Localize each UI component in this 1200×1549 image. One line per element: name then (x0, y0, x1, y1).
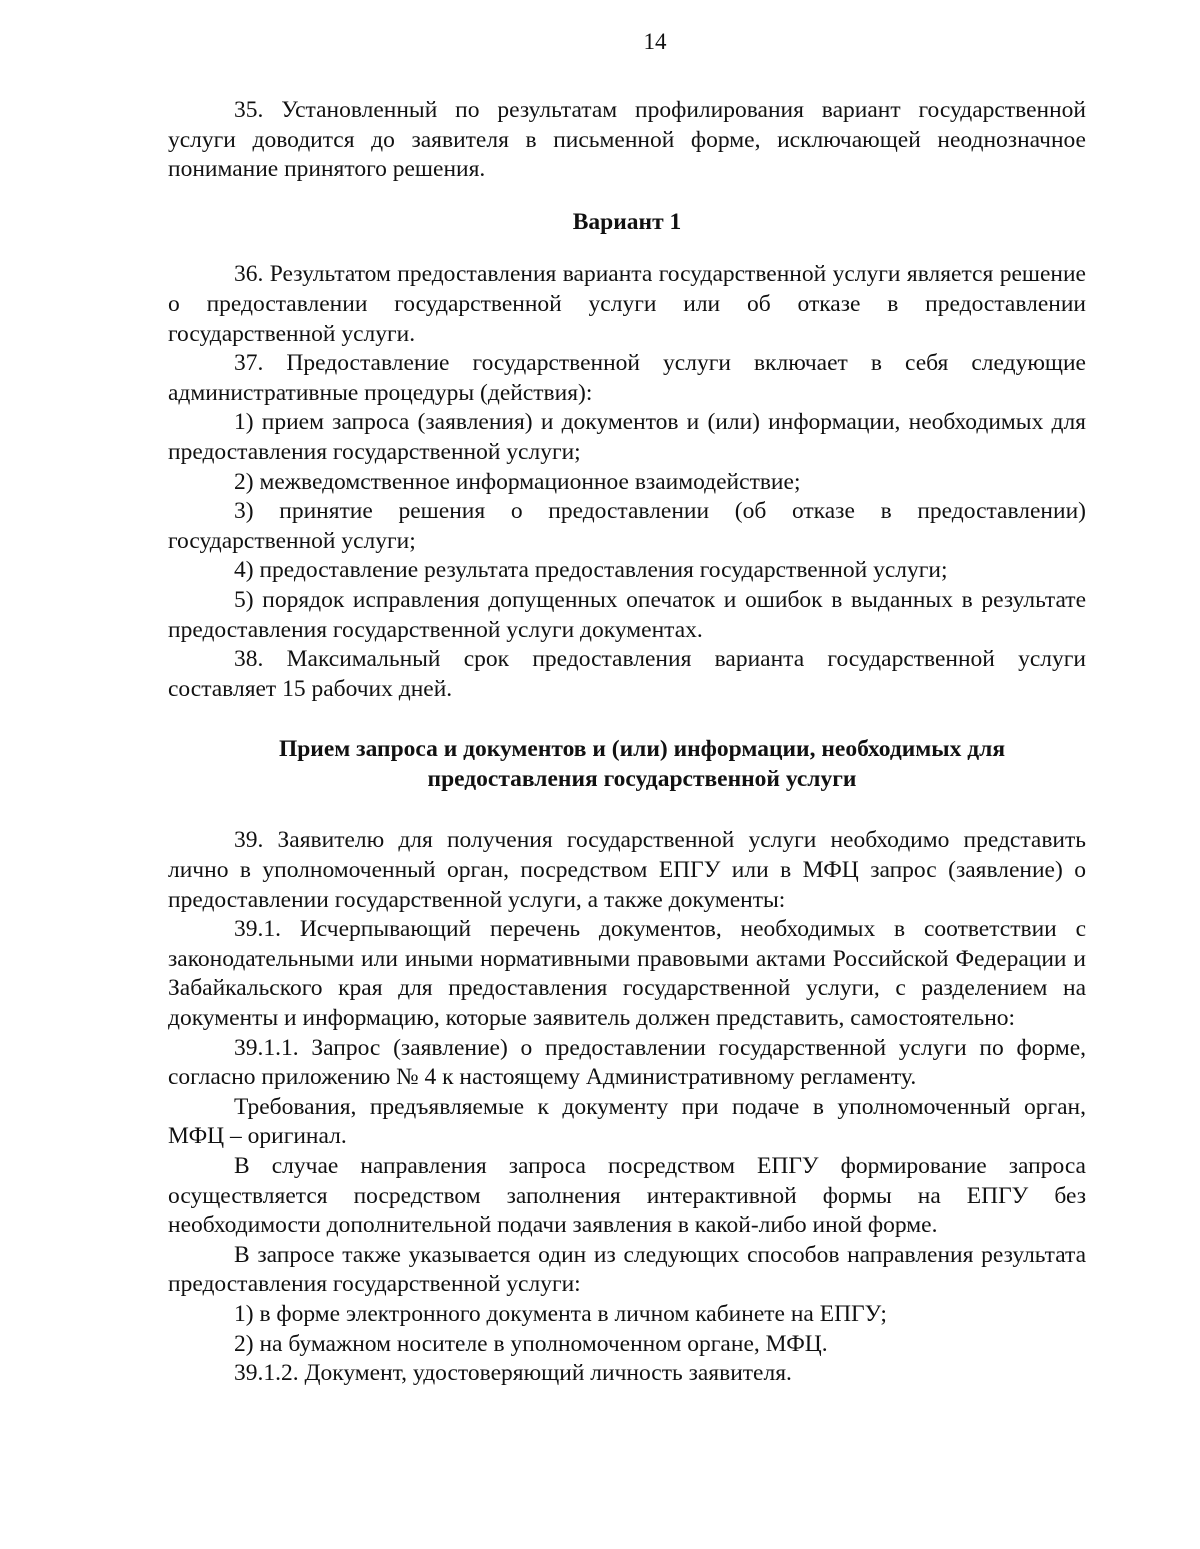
paragraph-39-1-1: 39.1.1. Запрос (заявление) о предоставлении государственной услуги по форме, согласно приложению № 4 к настоящему Административному регламенту. (168, 1034, 1086, 1091)
paragraph-result-methods: В запросе также указывается один из следующих способов направления результата предоставления государственной услуги: (168, 1241, 1086, 1298)
heading-request-acceptance: Прием запроса и документов и (или) информации, необходимых для предоставления государственной услуги (278, 736, 1006, 792)
heading-variant-1: Вариант 1 (572, 208, 682, 235)
page-number: 14 (643, 29, 667, 54)
paragraph-epgu-request: В случае направления запроса посредством ЕПГУ формирование запроса осуществляется посредством заполнения интерактивной формы на ЕПГУ без необходимости дополнительной подачи заявления в какой-либо иной форме. (168, 1153, 1086, 1239)
paragraph-requirements: Требования, предъявляемые к документу при подаче в уполномоченный орган, МФЦ – оригинал. (168, 1093, 1086, 1150)
result-method-2: 2) на бумажном носителе в уполномоченном органе, МФЦ. (234, 1330, 828, 1357)
list-item-1: 1) прием запроса (заявления) и документов и (или) информации, необходимых для предоставления государственной услуги; (168, 409, 1086, 465)
paragraph-39-1-2: 39.1.2. Документ, удостоверяющий личность заявителя. (234, 1360, 792, 1387)
paragraph-39-1: 39.1. Исчерпывающий перечень документов, необходимых в соответствии с законодательными или иными нормативными правовыми актами Российской Федерации и Забайкальского края для предоставления государственной услуги, с разделением на документы и информацию, которые заявитель должен представить, самостоятельно: (168, 916, 1086, 1032)
result-method-1: 1) в форме электронного документа в личном кабинете на ЕПГУ; (234, 1300, 887, 1327)
list-item-4: 4) предоставление результата предоставления государственной услуги; (234, 557, 948, 584)
paragraph-38: 38. Максимальный срок предоставления варианта государственной услуги составляет 15 рабочих дней. (168, 646, 1086, 702)
document-body (168, 96, 1086, 1389)
paragraph-37: 37. Предоставление государственной услуги включает в себя следующие административные процедуры (действия): (168, 350, 1086, 406)
list-item-3: 3) принятие решения о предоставлении (об отказе в предоставлении) государственной услуги; (168, 498, 1086, 554)
list-item-2: 2) межведомственное информационное взаимодействие; (234, 468, 801, 495)
paragraph-39: 39. Заявителю для получения государственной услуги необходимо представить лично в уполномоченный орган, посредством ЕПГУ или в МФЦ запрос (заявление) о предоставлении государственной услуги, а также документы: (168, 827, 1086, 913)
paragraph-35: 35. Установленный по результатам профилирования вариант государственной услуги доводится до заявителя в письменной форме, исключающей неоднозначное понимание принятого решения. (168, 97, 1086, 183)
list-item-5: 5) порядок исправления допущенных опечаток и ошибок в выданных в результате предоставления государственной услуги документах. (168, 586, 1086, 643)
paragraph-36: 36. Результатом предоставления варианта государственной услуги является решение о предоставлении государственной услуги или об отказе в предоставлении государственной услуги. (168, 261, 1086, 347)
